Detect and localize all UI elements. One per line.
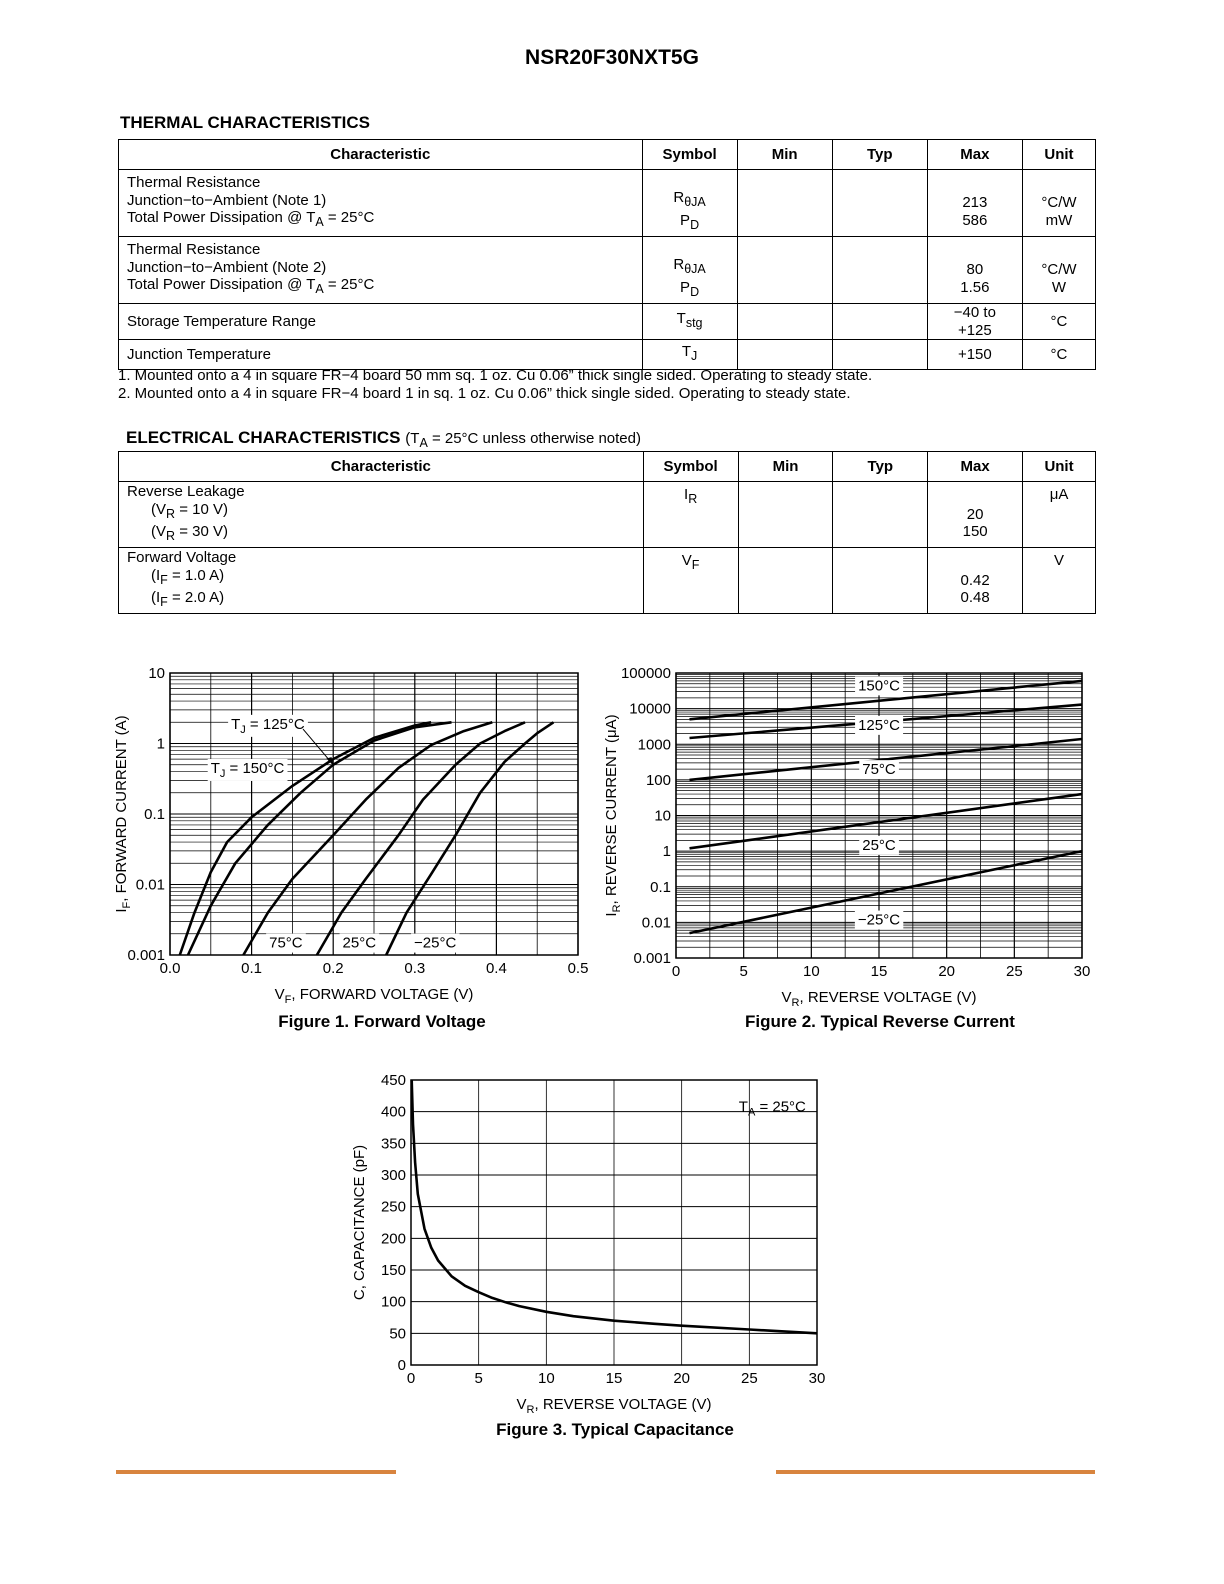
note-1: 1. Mounted onto a 4 in square FR−4 board 50 mm sq. 1 oz. Cu 0.06” thick single sided. Operating to steady state. xyxy=(118,367,873,384)
typ-cell xyxy=(832,170,927,237)
series-label: 75°C xyxy=(862,761,896,779)
table-row xyxy=(119,170,1096,237)
col-header: Characteristic xyxy=(119,452,644,482)
table-header-row xyxy=(119,140,1096,170)
x-tick-label: 10 xyxy=(537,1370,555,1387)
x-tick-label: 0.3 xyxy=(404,960,426,977)
y-axis-label: $I_F$, FORWARD CURRENT (A) xyxy=(113,715,133,913)
min-cell xyxy=(738,548,833,614)
unit-cell: μA xyxy=(1023,482,1096,548)
figure-1-caption: Figure 1. Forward Voltage xyxy=(278,1012,486,1031)
thermal-table xyxy=(118,139,1096,370)
y-tick-label: 350 xyxy=(380,1135,406,1153)
x-tick-label: 10 xyxy=(802,963,820,980)
min-cell xyxy=(737,340,832,370)
characteristic-cell: Junction Temperature xyxy=(119,340,643,370)
electrical-table xyxy=(118,451,1096,614)
y-tick-label: 100 xyxy=(645,771,671,789)
symbol-cell: $R_{\theta JA}$ $P_D$ xyxy=(642,237,737,304)
x-tick-label: 15 xyxy=(605,1370,623,1387)
y-tick-label: 0 xyxy=(397,1357,406,1374)
table-row xyxy=(119,340,1096,370)
temperature-annotation: $T_A = 25^\circ C$ xyxy=(738,1098,806,1119)
unit-cell: V xyxy=(1023,548,1096,614)
max-cell: 20 150 xyxy=(928,482,1023,548)
typ-cell xyxy=(832,340,927,370)
characteristic-cell: Forward Voltage ($I_F = 1.0$ A) ($I_F = 2.0$ A) xyxy=(119,548,644,614)
x-tick-label: 0 xyxy=(671,963,681,980)
note-2: 2. Mounted onto a 4 in square FR−4 board 1 in sq. 1 oz. Cu 0.06” thick single sided. Operating to steady state. xyxy=(118,385,851,402)
x-tick-label: 0.0 xyxy=(159,960,181,977)
x-tick-label: 0.5 xyxy=(567,960,589,977)
y-tick-label: 10 xyxy=(148,665,165,682)
x-tick-label: 0.1 xyxy=(241,960,263,977)
annotation-25c: 25°C xyxy=(342,934,377,952)
figure-3-caption: Figure 3. Typical Capacitance xyxy=(496,1420,734,1439)
max-cell: 0.42 0.48 xyxy=(928,548,1023,614)
col-header: Characteristic xyxy=(119,140,643,170)
x-tick-label: 30 xyxy=(808,1370,826,1387)
thermal-section-title: THERMAL CHARACTERISTICS xyxy=(120,113,370,132)
x-axis-label: $V_F$, FORWARD VOLTAGE (V) xyxy=(274,986,474,1006)
col-header: Min xyxy=(738,452,833,482)
y-tick-label: 0.01 xyxy=(641,914,671,932)
x-tick-label: 20 xyxy=(673,1370,691,1387)
annotation-125c: $T_J = 125^\circ C$ xyxy=(231,715,305,736)
series-label: 125°C xyxy=(858,716,900,734)
capacitance-chart xyxy=(340,1065,840,1421)
y-tick-label: 0.001 xyxy=(127,947,165,964)
typ-cell xyxy=(833,548,928,614)
y-tick-label: 0.1 xyxy=(144,806,165,823)
max-cell: +150 xyxy=(927,340,1022,370)
x-tick-label: 0.2 xyxy=(322,960,344,977)
col-header: Unit xyxy=(1023,452,1096,482)
min-cell xyxy=(737,170,832,237)
max-cell: 80 1.56 xyxy=(927,237,1022,304)
annotation-150c: $T_J = 150^\circ C$ xyxy=(210,759,285,780)
x-tick-label: 0 xyxy=(406,1370,416,1387)
y-tick-label: 10 xyxy=(654,807,671,825)
y-tick-label: 1 xyxy=(156,735,165,753)
y-tick-label: 10000 xyxy=(629,700,671,718)
x-tick-label: 15 xyxy=(870,963,888,980)
unit-cell: °C/W W xyxy=(1022,237,1095,304)
grid xyxy=(411,1080,817,1365)
y-tick-label: 0.1 xyxy=(650,878,671,896)
series-group xyxy=(180,722,554,955)
col-header: Min xyxy=(737,140,832,170)
col-header: Max xyxy=(927,140,1022,170)
symbol-cell: $R_{\theta JA}$ $P_D$ xyxy=(642,170,737,237)
col-header: Typ xyxy=(832,140,927,170)
y-tick-label: 450 xyxy=(380,1072,406,1089)
y-tick-label: 50 xyxy=(389,1325,406,1343)
y-tick-label: 250 xyxy=(380,1198,406,1216)
footer-rule-left xyxy=(116,1470,396,1474)
y-axis-label: C, CAPACITANCE (pF) xyxy=(351,1144,368,1301)
y-tick-label: 400 xyxy=(380,1103,406,1121)
series-line xyxy=(386,722,553,955)
col-header: Symbol xyxy=(642,140,737,170)
y-tick-label: 1000 xyxy=(637,736,671,754)
y-tick-label: 1 xyxy=(662,843,671,861)
y-tick-label: 0.01 xyxy=(135,876,165,894)
series-line xyxy=(180,722,431,955)
x-tick-label: 20 xyxy=(938,963,956,980)
symbol-cell: $T_{stg}$ xyxy=(642,304,737,340)
y-tick-label: 200 xyxy=(380,1230,406,1248)
y-tick-label: 100 xyxy=(380,1293,406,1311)
min-cell xyxy=(737,237,832,304)
reverse-current-chart xyxy=(600,655,1100,1015)
characteristic-cell: Thermal Resistance Junction−to−Ambient (Note 2) Total Power Dissipation @ $T_A = 25^\circ C$ xyxy=(119,237,643,304)
typ-cell xyxy=(833,482,928,548)
x-tick-label: 30 xyxy=(1073,963,1091,980)
annotation-minus25c: −25°C xyxy=(414,934,457,952)
forward-voltage-chart xyxy=(110,655,600,1015)
y-axis-label: $I_R$, REVERSE CURRENT (μA) xyxy=(603,714,623,917)
x-tick-label: 25 xyxy=(1005,963,1023,980)
unit-cell: °C xyxy=(1022,304,1095,340)
max-cell: −40 to +125 xyxy=(927,304,1022,340)
x-tick-label: 0.4 xyxy=(485,960,507,977)
series-label: −25°C xyxy=(857,911,901,929)
symbol-cell: $V_F$ xyxy=(643,548,738,614)
min-cell xyxy=(738,482,833,548)
series-label: 150°C xyxy=(858,677,900,695)
unit-cell: °C xyxy=(1022,340,1095,370)
electrical-section-title: ELECTRICAL CHARACTERISTICS ($T_A = 25^\circ C$ unless otherwise noted) xyxy=(126,428,641,450)
y-tick-label: 0.001 xyxy=(633,950,671,967)
table-row xyxy=(119,482,1096,548)
min-cell xyxy=(737,304,832,340)
table-notes xyxy=(118,367,872,403)
y-tick-label: 150 xyxy=(380,1262,406,1279)
characteristic-cell: Thermal Resistance Junction−to−Ambient (Note 1) Total Power Dissipation @ $T_A = 25^\circ C$ xyxy=(119,170,643,237)
characteristic-cell: Storage Temperature Range xyxy=(119,304,643,340)
table-header-row xyxy=(119,452,1096,482)
table-row xyxy=(119,548,1096,614)
characteristic-cell: Reverse Leakage ($V_R = 10$ V) ($V_R = 30$ V) xyxy=(119,482,644,548)
typ-cell xyxy=(832,237,927,304)
x-tick-label: 5 xyxy=(739,963,748,980)
symbol-cell: $T_J$ xyxy=(642,340,737,370)
x-tick-label: 5 xyxy=(474,1370,483,1387)
y-tick-label: 300 xyxy=(380,1167,406,1184)
footer-rule-right xyxy=(776,1470,1095,1474)
y-tick-label: 100000 xyxy=(620,665,671,682)
typ-cell xyxy=(832,304,927,340)
x-axis-label: $V_R$, REVERSE VOLTAGE (V) xyxy=(516,1396,712,1416)
symbol-cell: $I_R$ xyxy=(643,482,738,548)
x-tick-label: 25 xyxy=(740,1370,758,1387)
col-header: Typ xyxy=(833,452,928,482)
col-header: Max xyxy=(928,452,1023,482)
page-title: NSR20F30NXT5G xyxy=(525,46,699,69)
max-cell: 213 586 xyxy=(927,170,1022,237)
series-label: 25°C xyxy=(862,836,896,854)
x-axis-label: $V_R$, REVERSE VOLTAGE (V) xyxy=(781,989,977,1009)
table-row xyxy=(119,304,1096,340)
unit-cell: °C/W mW xyxy=(1022,170,1095,237)
annotation-75c: 75°C xyxy=(269,934,303,952)
col-header: Symbol xyxy=(643,452,738,482)
figure-2-caption: Figure 2. Typical Reverse Current xyxy=(745,1012,1015,1031)
table-row xyxy=(119,237,1096,304)
col-header: Unit xyxy=(1022,140,1095,170)
